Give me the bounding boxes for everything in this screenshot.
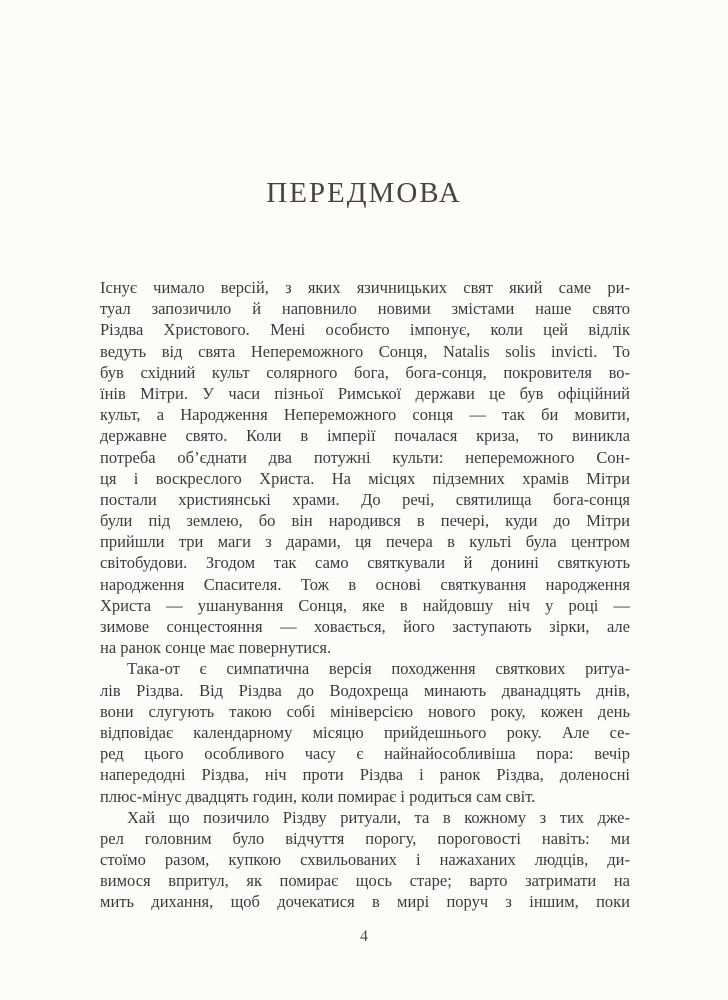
text-line: прийшли три маги з дарами, ця печера в культі була центром	[100, 532, 630, 552]
text-line: Різдва Христового. Мені особисто імпонує, коли цей відлік	[100, 320, 630, 340]
text-line: Христа — ушанування Сонця, яке в найдовшу ніч у році —	[100, 595, 630, 615]
chapter-title: ПЕРЕДМОВА	[266, 177, 462, 209]
text-line: туал запозичило й наповнило новими змістами наше свято	[100, 299, 630, 319]
text-line: були під землею, бо він народився в печері, куди до Мітри	[100, 511, 630, 531]
text-line: плюс-мінус двадцять годин, коли помирає і родиться сам світ.	[100, 786, 536, 806]
text-line: ведуть від свята Непереможного Сонця, Natalis solis invicti. То	[100, 341, 630, 361]
text-line: ред цього особливого часу є найнайособливіша пора: вечір	[100, 744, 630, 764]
text-line: ця і воскреслого Христа. На місцях підземних храмів Мітри	[100, 468, 630, 488]
text-line: мить дихання, щоб дочекатися в мирі поруч з іншим, поки	[100, 892, 630, 912]
text-line: напередодні Різдва, ніч проти Різдва і ранок Різдва, доленосні	[100, 765, 630, 785]
page-number: 4	[360, 928, 368, 945]
text-line: народження Спасителя. Тож в основі святкування народження	[100, 574, 630, 594]
text-line: Існує чимало версій, з яких язичницьких свят який саме ри-	[100, 278, 630, 297]
text-line: постали християнські храми. До речі, святилища бога-сонця	[100, 489, 630, 509]
text-line: був східний культ солярного бога, бога-сонця, покровителя во-	[100, 362, 630, 382]
text-line: Така-от є симпатична версія походження святкових ритуа-	[127, 659, 630, 679]
text-line: світобудови. Згодом так само святкували й донині святкують	[100, 553, 630, 573]
text-line: рел головним було відчуття порогу, пороговості навіть: ми	[100, 828, 630, 848]
text-line: вони слугують такою собі мініверсією нового року, кожен день	[100, 701, 630, 721]
text-line: державне свято. Коли в імперії почалася криза, то виникла	[100, 426, 630, 446]
text-line: їнів Мітри. У часи пізньої Римської держави це був офіційний	[100, 383, 630, 403]
text-line: відповідає календарному місяцю прийдешнього року. Але се-	[100, 722, 630, 742]
text-block	[100, 277, 630, 913]
text-line: стоїмо разом, купкою схвильованих і нажаханих людців, ди-	[100, 850, 630, 870]
text-line: Хай що позичило Різдву ритуали, та в кожному з тих дже-	[127, 807, 630, 827]
text-line: потреба об’єднати два потужні культи: непереможного Сон-	[100, 447, 630, 467]
text-line: на ранок сонце має повернутися.	[100, 638, 332, 658]
text-line: лів Різдва. Від Різдва до Водохреща минають дванадцять днів,	[100, 680, 630, 700]
text-line: вимося впритул, як помирає щось старе; варто затримати на	[100, 871, 630, 891]
text-line: культ, а Народження Непереможного сонця — так би мовити,	[100, 405, 630, 425]
text-line: зимове сонцестояння — ховається, його заступають зірки, але	[100, 617, 630, 636]
